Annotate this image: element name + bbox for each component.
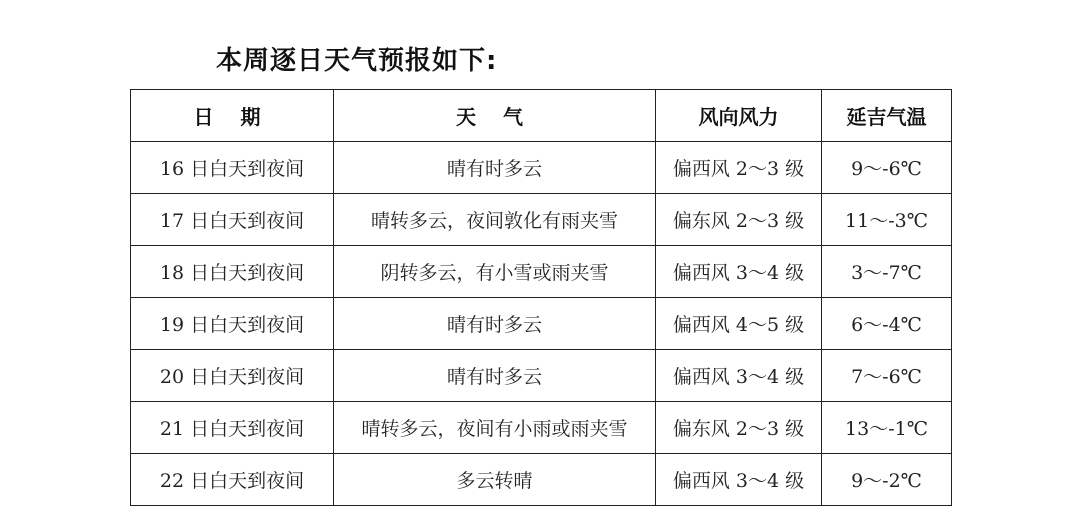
cell-weather: 晴转多云，夜间有小雨或雨夹雪 <box>334 402 656 454</box>
cell-temperature: 9～-2℃ <box>822 454 952 506</box>
cell-weather: 晴转多云，夜间敦化有雨夹雪 <box>334 194 656 246</box>
header-temperature: 延吉气温 <box>822 90 952 142</box>
table-row <box>131 298 952 350</box>
cell-temperature: 9～-6℃ <box>822 142 952 194</box>
cell-weather: 晴有时多云 <box>334 298 656 350</box>
cell-date: 17 日白天到夜间 <box>131 194 334 246</box>
table-header-row <box>131 90 952 142</box>
table-row <box>131 454 952 506</box>
cell-temperature: 11～-3℃ <box>822 194 952 246</box>
cell-wind: 偏西风 3～4 级 <box>656 454 822 506</box>
header-wind: 风向风力 <box>656 90 822 142</box>
table-row <box>131 402 952 454</box>
cell-weather: 阴转多云，有小雪或雨夹雪 <box>334 246 656 298</box>
cell-date: 18 日白天到夜间 <box>131 246 334 298</box>
header-date: 日 期 <box>131 90 334 142</box>
forecast-heading: 本周逐日天气预报如下: <box>216 46 498 76</box>
cell-temperature: 6～-4℃ <box>822 298 952 350</box>
table-row <box>131 194 952 246</box>
table-row <box>131 246 952 298</box>
cell-wind: 偏西风 3～4 级 <box>656 350 822 402</box>
cell-date: 20 日白天到夜间 <box>131 350 334 402</box>
cell-weather: 多云转晴 <box>334 454 656 506</box>
cell-temperature: 3～-7℃ <box>822 246 952 298</box>
cell-weather: 晴有时多云 <box>334 142 656 194</box>
cell-wind: 偏西风 4～5 级 <box>656 298 822 350</box>
cell-wind: 偏东风 2～3 级 <box>656 402 822 454</box>
cell-wind: 偏东风 2～3 级 <box>656 194 822 246</box>
cell-date: 21 日白天到夜间 <box>131 402 334 454</box>
cell-date: 22 日白天到夜间 <box>131 454 334 506</box>
cell-temperature: 7～-6℃ <box>822 350 952 402</box>
header-weather: 天 气 <box>334 90 656 142</box>
cell-date: 19 日白天到夜间 <box>131 298 334 350</box>
table-row <box>131 142 952 194</box>
table-row <box>131 350 952 402</box>
cell-wind: 偏西风 2～3 级 <box>656 142 822 194</box>
cell-wind: 偏西风 3～4 级 <box>656 246 822 298</box>
forecast-table <box>130 89 952 506</box>
cell-weather: 晴有时多云 <box>334 350 656 402</box>
cell-temperature: 13～-1℃ <box>822 402 952 454</box>
cell-date: 16 日白天到夜间 <box>131 142 334 194</box>
